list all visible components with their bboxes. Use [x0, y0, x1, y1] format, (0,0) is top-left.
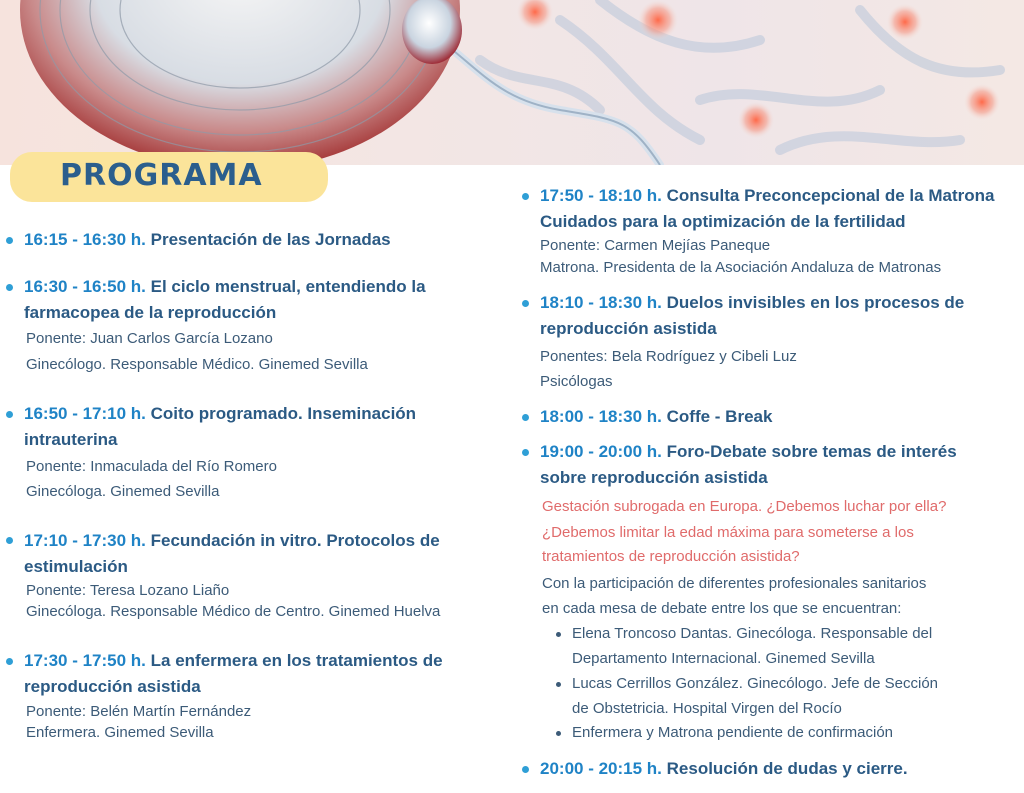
speaker-role: Ginecólogo. Responsable Médico. Ginemed Sevilla: [26, 356, 368, 373]
panelist: Enfermera y Matrona pendiente de confirmación: [572, 724, 894, 741]
agenda-time: 18:00 - 18:30 h.: [540, 407, 662, 426]
agenda-title: Coffe - Break: [666, 407, 773, 426]
debate-intro-cont: en cada mesa de debate entre los que se encuentran:: [542, 600, 902, 617]
bullet-icon: [6, 658, 13, 665]
bullet-icon: [522, 414, 529, 421]
speaker-role: Enfermera. Ginemed Sevilla: [26, 724, 214, 741]
agenda-time: 16:30 - 16:50 h.: [24, 277, 146, 296]
sub-bullet-icon: [556, 632, 561, 637]
agenda-title-cont: intrauterina: [24, 430, 118, 449]
agenda-title-cont: farmacopea de la reproducción: [24, 303, 277, 322]
bullet-icon: [6, 411, 13, 418]
speaker-name: Ponente: Inmaculada del Río Romero: [26, 458, 277, 475]
bullet-icon: [522, 300, 529, 307]
speaker-name: Ponente: Teresa Lozano Liaño: [26, 582, 230, 599]
agenda-time: 17:50 - 18:10 h.: [540, 186, 662, 205]
bullet-icon: [522, 449, 529, 456]
agenda-item-title: [540, 183, 994, 209]
bullet-icon: [522, 193, 529, 200]
speaker-role: Matrona. Presidenta de la Asociación Andaluza de Matronas: [540, 259, 942, 276]
speaker-name: Ponentes: Bela Rodríguez y Cibeli Luz: [540, 348, 797, 365]
speaker-name: Ponente: Juan Carlos García Lozano: [26, 330, 273, 347]
agenda-title: El ciclo menstrual, entendiendo la: [150, 277, 426, 296]
agenda-time: 19:00 - 20:00 h.: [540, 442, 662, 461]
agenda-time: 17:30 - 17:50 h.: [24, 651, 146, 670]
agenda-item-title: [24, 648, 443, 674]
agenda-title-cont: sobre reproducción asistida: [540, 468, 768, 487]
agenda-title-cont: estimulación: [24, 557, 128, 576]
agenda-time: 17:10 - 17:30 h.: [24, 531, 146, 550]
debate-question: Gestación subrogada en Europa. ¿Debemos luchar por ella?: [542, 498, 947, 515]
agenda-item-title: [540, 439, 957, 465]
panelist-cont: de Obstetricia. Hospital Virgen del Rocío: [572, 700, 842, 717]
agenda-title: Foro-Debate sobre temas de interés: [666, 442, 957, 461]
agenda-title: Coito programado. Inseminación: [150, 404, 417, 423]
agenda-item-title: [540, 756, 908, 782]
bullet-icon: [6, 284, 13, 291]
speaker-name: Ponente: Belén Martín Fernández: [26, 703, 252, 720]
sub-bullet-icon: [556, 682, 561, 687]
agenda-title: Fecundación in vitro. Protocolos de: [150, 531, 440, 550]
debate-question: ¿Debemos limitar la edad máxima para someterse a los: [542, 524, 914, 541]
agenda-item-title: [540, 290, 964, 316]
sub-bullet-icon: [556, 731, 561, 736]
agenda-title-cont: reproducción asistida: [24, 677, 201, 696]
agenda-title: Duelos invisibles en los procesos de: [666, 293, 965, 312]
agenda-title: Resolución de dudas y cierre.: [666, 759, 908, 778]
agenda-item-title: [24, 401, 416, 427]
panelist: Lucas Cerrillos González. Ginecólogo. Jefe de Sección: [572, 675, 939, 692]
agenda-time: 20:00 - 20:15 h.: [540, 759, 662, 778]
debate-intro: Con la participación de diferentes profesionales sanitarios: [542, 575, 927, 592]
speaker-name: Ponente: Carmen Mejías Paneque: [540, 237, 771, 254]
agenda-time: 16:50 - 17:10 h.: [24, 404, 146, 423]
speaker-role: Ginecóloga. Ginemed Sevilla: [26, 483, 220, 500]
bullet-icon: [522, 766, 529, 773]
agenda-time: 18:10 - 18:30 h.: [540, 293, 662, 312]
debate-question-cont: tratamientos de reproducción asistida?: [542, 548, 800, 565]
bullet-icon: [6, 537, 13, 544]
agenda-time: 16:15 - 16:30 h.: [24, 230, 146, 249]
agenda-title: Presentación de las Jornadas: [150, 230, 391, 249]
agenda-item-title: [540, 404, 772, 430]
bullet-icon: [6, 237, 13, 244]
header-image: [0, 0, 1024, 165]
agenda-item-title: [24, 227, 391, 253]
panelist: Elena Troncoso Dantas. Ginecóloga. Responsable del: [572, 625, 933, 642]
agenda-title-cont: Cuidados para la optimización de la fertilidad: [540, 212, 906, 231]
agenda-title-cont: reproducción asistida: [540, 319, 717, 338]
panelist-cont: Departamento Internacional. Ginemed Sevilla: [572, 650, 875, 667]
agenda-item-title: [24, 274, 426, 300]
speaker-role: Ginecóloga. Responsable Médico de Centro. Ginemed Huelva: [26, 603, 441, 620]
agenda-item-title: [24, 528, 440, 554]
speaker-role: Psicólogas: [540, 373, 613, 390]
agenda-title: La enfermera en los tratamientos de: [150, 651, 443, 670]
agenda-title: Consulta Preconcepcional de la Matrona: [666, 186, 995, 205]
cell-illustration: [0, 0, 1024, 165]
program-heading: PROGRAMA: [60, 158, 263, 193]
